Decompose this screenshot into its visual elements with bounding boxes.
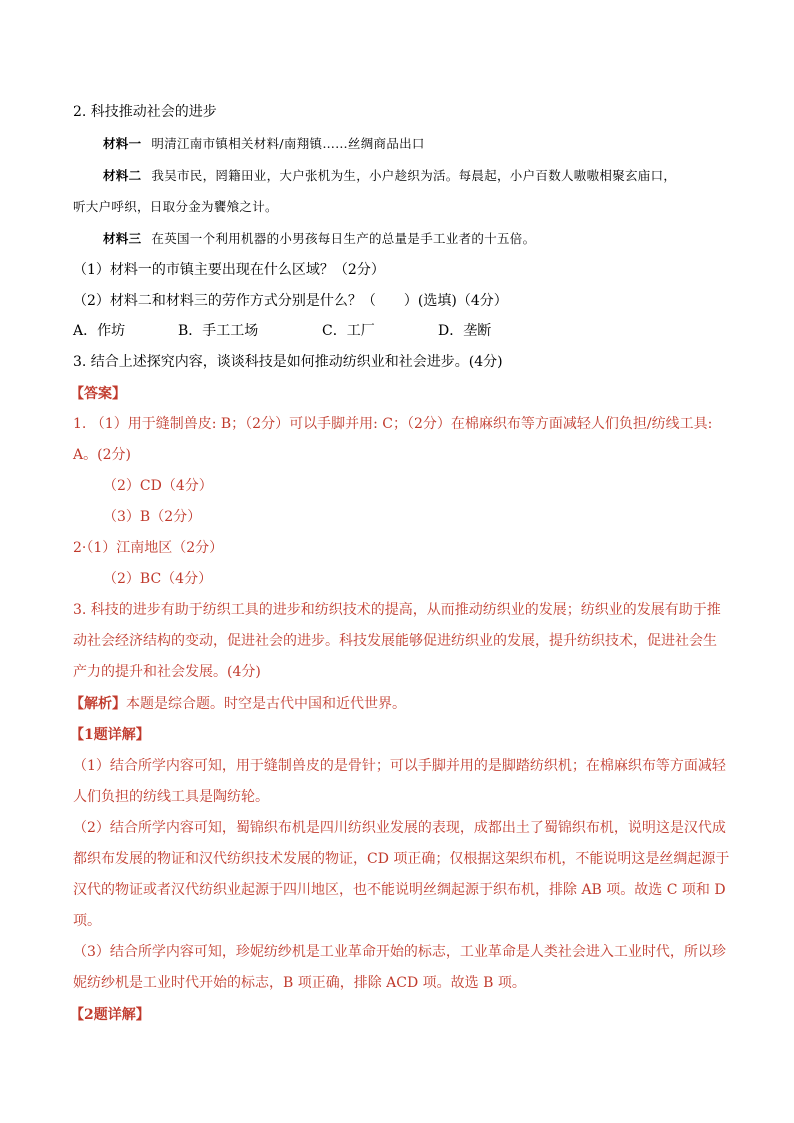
answer-2-2: （2）BC（4分） <box>103 571 213 587</box>
answer-1-line2: A。(2分) <box>73 447 131 463</box>
material-1 <box>103 134 425 154</box>
sub-question-1: （1）材料一的市镇主要出现在什么区域？（2分） <box>73 262 385 278</box>
detail-2-header: 【2题详解】 <box>70 1007 150 1023</box>
analysis-label: 【解析】 <box>70 696 126 712</box>
material-3-text: 在英国一个利用机器的小男孩每日生产的总量是手工业者的十五倍。 <box>151 231 536 246</box>
material-2 <box>103 166 676 186</box>
detail-1-p1-line2: 人们负担的纺线工具是陶纺轮。 <box>73 789 269 805</box>
material-2-text-line1: 我吴市民，罔籍田业，大户张机为生，小户趁织为活。每晨起，小户百数人嗷嗷相聚玄庙口， <box>151 168 677 183</box>
detail-1-header: 【1题详解】 <box>70 727 150 743</box>
analysis-text: 本题是综合题。时空是古代中国和近代世界。 <box>126 696 406 712</box>
detail-1-p2-line2: 都织布发展的物证和汉代纺织技术发展的物证，CD 项正确；仅根据这架织布机，不能说明这是丝绸起源于 <box>73 851 730 867</box>
question-3: 3. 结合上述探究内容，谈谈科技是如何推动纺织业和社会进步。(4分) <box>73 354 503 370</box>
option-c: C．工厂 <box>322 323 375 339</box>
material-1-label: 材料一 <box>103 136 142 151</box>
answer-header: 【答案】 <box>70 386 126 402</box>
sub-question-2: （2）材料二和材料三的劳作方式分别是什么？（ ）(选填)（4分） <box>73 293 508 309</box>
material-2-text-line2: 听大户呼织，日取分金为饔飧之计。 <box>73 199 278 214</box>
answer-1-3: （3）B（2分） <box>103 509 202 525</box>
material-3 <box>103 229 535 249</box>
detail-1-p2-line1: （2）结合所学内容可知，蜀锦织布机是四川纺织业发展的表现，成都出土了蜀锦织布机，说明这是汉代成 <box>73 820 726 836</box>
option-d: D．垄断 <box>438 323 492 339</box>
detail-1-p3-line2: 妮纺纱机是工业时代开始的标志，B 项正确，排除 ACD 项。故选 B 项。 <box>73 975 526 991</box>
answer-3-line1: 3. 科技的进步有助于纺织工具的进步和纺织技术的提高，从而推动纺织业的发展；纺织业的发展有助于推 <box>73 602 721 618</box>
answer-1-2: （2）CD（4分） <box>103 478 213 494</box>
option-b: B．手工工场 <box>178 323 259 339</box>
answer-2-1: 2·（1）江南地区（2分） <box>73 540 224 556</box>
detail-1-p3-line1: （3）结合所学内容可知，珍妮纺纱机是工业革命开始的标志，工业革命是人类社会进入工业时代，所以珍 <box>73 944 726 960</box>
answer-3-line3: 产力的提升和社会发展。(4分) <box>73 664 261 680</box>
question-2-title: 2. 科技推动社会的进步 <box>73 104 217 120</box>
material-1-text: 明清江南市镇相关材料/南翔镇……丝绸商品出口 <box>151 136 425 151</box>
detail-1-p2-line3: 汉代的物证或者汉代纺织业起源于四川地区，也不能说明丝绸起源于织布机，排除 AB 项。故选 C 项和 D <box>73 882 726 898</box>
detail-1-p1-line1: （1）结合所学内容可知，用于缝制兽皮的是骨针；可以手脚并用的是脚踏纺织机；在棉麻织布等方面减轻 <box>73 758 726 774</box>
answer-3-line2: 动社会经济结构的变动，促进社会的进步。科技发展能够促进纺织业的发展，提升纺织技术，促进社会生 <box>73 633 717 649</box>
material-2-label: 材料二 <box>103 168 142 183</box>
answer-1-line1: 1. （1）用于缝制兽皮: B；（2分）可以手脚并用: C；（2分）在棉麻织布等方面减轻人们负担/纺线工具: <box>73 416 713 432</box>
material-3-label: 材料三 <box>103 231 142 246</box>
detail-1-p2-line4: 项。 <box>73 913 101 929</box>
option-a: A．作坊 <box>73 323 126 339</box>
analysis <box>70 694 406 714</box>
